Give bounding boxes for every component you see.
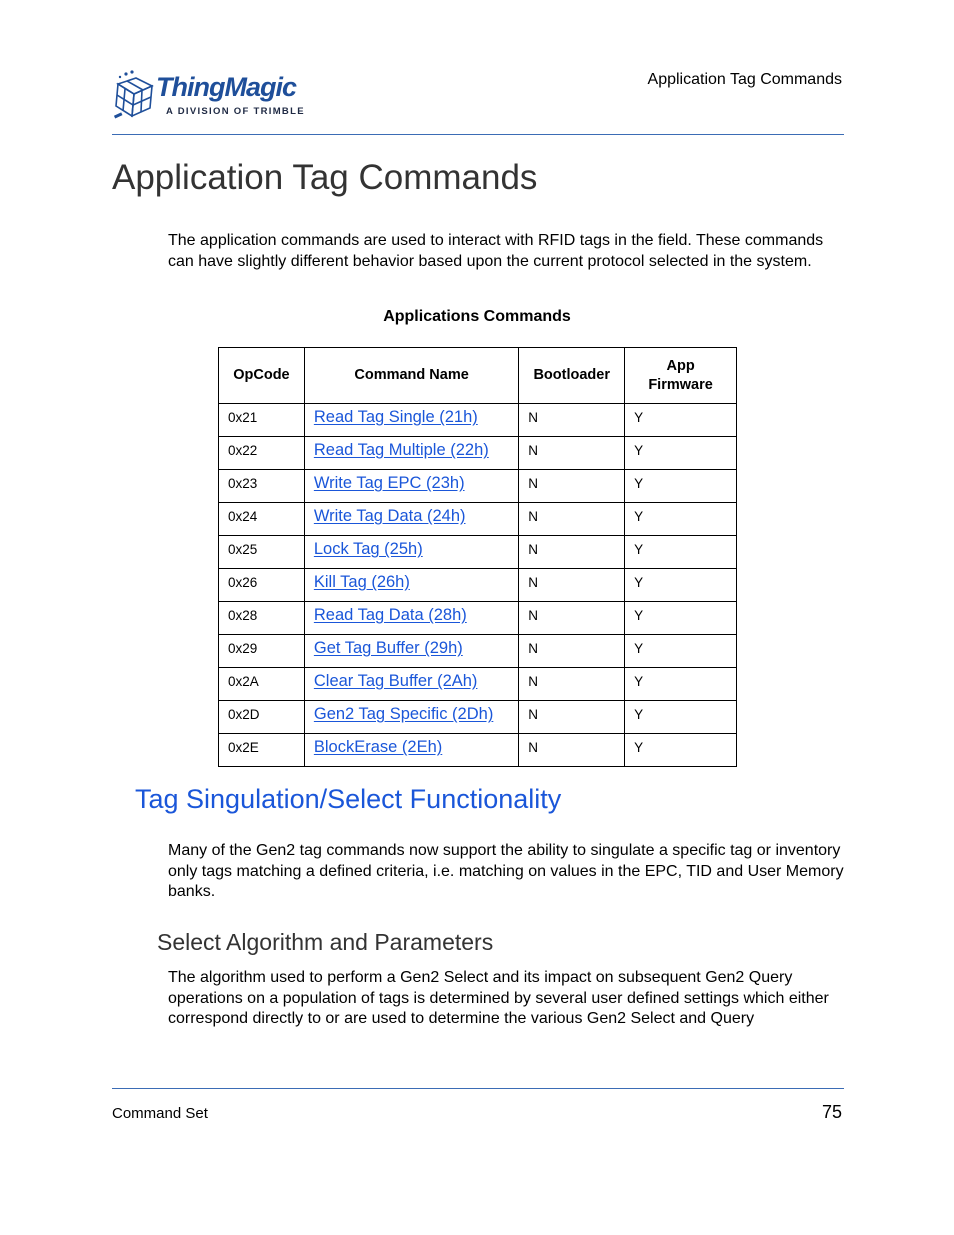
opcode-cell [219,503,305,536]
table-row [219,602,737,635]
table-row [219,404,737,437]
command-link[interactable]: Kill Tag (26h) [313,573,410,591]
command-cell [304,569,518,602]
table-row [219,569,737,602]
bootloader-cell [519,503,625,536]
app-firmware-cell [625,437,737,470]
logo-wordmark: ThingMagic [156,72,296,102]
opcode-cell [219,536,305,569]
command-cell [304,503,518,536]
bootloader-cell: N [528,410,539,425]
opcode-cell [219,701,305,734]
thingmagic-logo [112,70,312,122]
footer-chapter: Command Set [112,1105,208,1122]
opcode-cell [219,404,305,437]
app-firmware-cell: Y [634,608,644,623]
command-cell [304,536,518,569]
app-firmware-cell [625,635,737,668]
opcode-cell [219,569,305,602]
app-firmware-cell: Y [634,509,644,524]
table-row [219,536,737,569]
opcode-cell [219,668,305,701]
app-firmware-cell: Y [634,641,644,656]
table-row [219,701,737,734]
page-title: Application Tag Commands [112,158,538,197]
table-row [219,470,737,503]
bootloader-cell [519,668,625,701]
opcode-cell: 0x24 [228,509,258,524]
opcode-cell: 0x2E [228,740,259,755]
table-caption: Applications Commands [383,308,571,325]
command-link[interactable]: Read Tag Data (28h) [313,606,467,624]
opcode-cell: 0x21 [228,410,258,425]
command-link[interactable]: Read Tag Multiple (22h) [313,441,489,459]
table-row [219,437,737,470]
app-firmware-cell: Y [634,476,644,491]
app-firmware-cell [625,404,737,437]
command-link[interactable]: Lock Tag (25h) [313,540,423,558]
column-header-app-firmware [625,348,737,404]
bootloader-cell: N [528,707,539,722]
opcode-cell: 0x22 [228,443,258,458]
section-heading: Tag Singulation/Select Functionality [135,784,562,814]
column-header-command-name: Command Name [304,348,518,404]
app-firmware-cell [625,701,737,734]
bootloader-cell [519,536,625,569]
table-header-row [219,348,737,404]
command-link[interactable]: Write Tag EPC (23h) [313,474,465,492]
app-firmware-cell [625,668,737,701]
subsection-paragraph: The algorithm used to perform a Gen2 Select and its impact on subsequent Gen2 Query operations on a population of tags is determined by several user defined settings which either correspond directly to or are used to determine the various Gen2 Select and Query [168,969,829,1027]
app-firmware-cell: Y [634,410,644,425]
command-cell [304,734,518,767]
footer-rule [112,1088,844,1089]
bootloader-cell [519,437,625,470]
column-header-bootloader: Bootloader [519,348,625,404]
bootloader-cell: N [528,608,539,623]
app-firmware-cell: Y [634,575,644,590]
command-link[interactable]: Clear Tag Buffer (2Ah) [313,672,478,690]
app-firmware-cell [625,470,737,503]
table-row [219,635,737,668]
opcode-cell [219,635,305,668]
bootloader-cell [519,569,625,602]
bootloader-cell [519,734,625,767]
command-cell [304,635,518,668]
intro-paragraph: The application commands are used to interact with RFID tags in the field. These commands can have slightly different behavior based upon the current protocol selected in the system. [168,232,824,270]
app-firmware-cell [625,503,737,536]
command-cell [304,602,518,635]
bootloader-cell [519,602,625,635]
command-link[interactable]: Gen2 Tag Specific (2Dh) [313,705,494,723]
opcode-cell: 0x28 [228,608,258,623]
opcode-cell: 0x25 [228,542,258,557]
bootloader-cell [519,404,625,437]
header-rule [112,134,844,135]
app-firmware-cell: Y [634,740,644,755]
command-cell [304,470,518,503]
command-link[interactable]: Get Tag Buffer (29h) [313,639,463,657]
bootloader-cell: N [528,476,539,491]
app-firmware-cell [625,536,737,569]
bootloader-cell: N [528,674,539,689]
opcode-cell [219,734,305,767]
opcode-cell [219,437,305,470]
bootloader-cell: N [528,641,539,656]
app-firmware-cell: Y [634,443,644,458]
app-firmware-cell [625,734,737,767]
app-firmware-cell: Y [634,707,644,722]
command-link[interactable]: Write Tag Data (24h) [313,507,466,525]
logo-tagline: A DIVISION OF TRIMBLE [166,106,305,117]
command-cell [304,701,518,734]
bootloader-cell [519,470,625,503]
table-row [219,668,737,701]
command-link[interactable]: Read Tag Single (21h) [313,408,478,426]
bootloader-cell [519,701,625,734]
opcode-cell: 0x26 [228,575,258,590]
page-number: 75 [821,1102,842,1122]
bootloader-cell: N [528,740,539,755]
app-firmware-cell: Y [634,542,644,557]
section-paragraph: Many of the Gen2 tag commands now support the ability to singulate a specific tag or inventory only tags matching a defined criteria, i.e. matching on values in the EPC, TID and User Memory banks. [168,842,844,900]
opcode-cell [219,470,305,503]
bootloader-cell: N [528,575,539,590]
app-firmware-cell [625,569,737,602]
command-cell [304,404,518,437]
app-firmware-cell: Y [634,674,644,689]
opcode-cell: 0x23 [228,476,258,491]
opcode-cell: 0x29 [228,641,258,656]
command-cell [304,668,518,701]
bootloader-cell [519,635,625,668]
column-header-app-firmware-label: App Firmware [648,357,713,393]
running-header: Application Tag Commands [647,71,842,88]
subsection-heading: Select Algorithm and Parameters [157,929,494,955]
commands-table [218,347,737,767]
command-link[interactable]: BlockErase (2Eh) [313,738,443,756]
app-firmware-cell [625,602,737,635]
opcode-cell: 0x2A [228,674,259,689]
opcode-cell [219,602,305,635]
table-row [219,503,737,536]
bootloader-cell: N [528,542,539,557]
opcode-cell: 0x2D [228,707,260,722]
logo-cube-icon [112,70,156,122]
table-row [219,734,737,767]
column-header-opcode: OpCode [219,348,305,404]
bootloader-cell: N [528,509,539,524]
command-cell [304,437,518,470]
bootloader-cell: N [528,443,539,458]
